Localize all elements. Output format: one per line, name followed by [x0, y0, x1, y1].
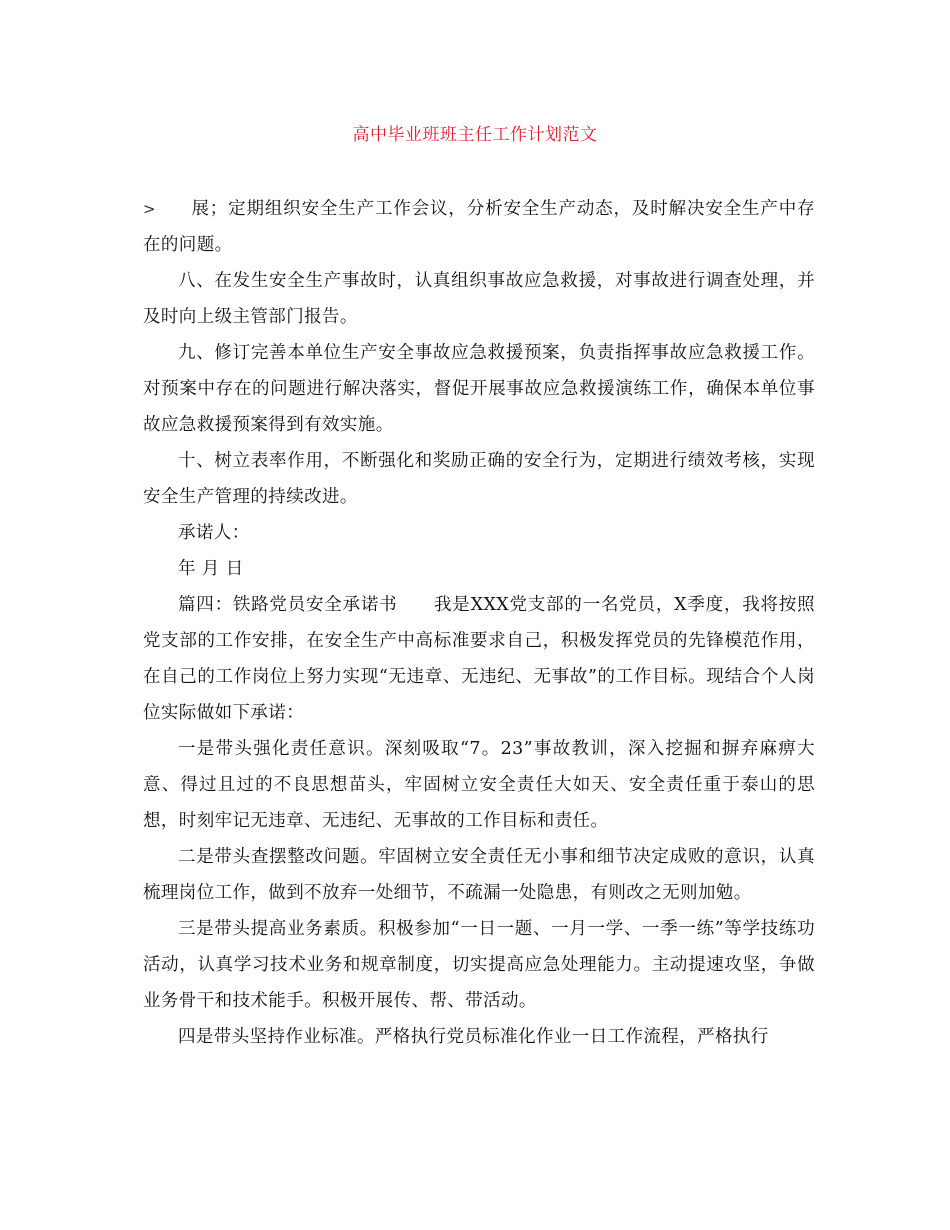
paragraph-continuation: [143, 191, 815, 263]
paragraph-continuation-text: 展；定期组织安全生产工作会议，分析安全生产动态，及时解决安全生产中存在的问题。: [143, 199, 815, 255]
bullet-marker: >: [143, 200, 156, 218]
pledge-item-4: 四是带头坚持作业标准。严格执行党员标准化作业一日工作流程，严格执行: [178, 1027, 769, 1047]
pledge-item-2: 二是带头查摆整改问题。牢固树立安全责任无小事和细节决定成败的意识，认真梳理岗位工作，做到不放弃一处细节，不疏漏一处隐患，有则改之无则加勉。: [143, 847, 815, 903]
date-line: 年 月 日: [178, 559, 244, 579]
paragraph-item-8: 八、在发生安全生产事故时，认真组织事故应急救援，对事故进行调查处理，并及时向上级主管部门报告。: [143, 271, 815, 327]
document-title: 高中毕业班班主任工作计划范文: [352, 125, 598, 145]
paragraph-item-9: 九、修订完善本单位生产安全事故应急救援预案，负责指挥事故应急救援工作。对预案中存在的问题进行解决落实，督促开展事故应急救援演练工作，确保本单位事故应急救援预案得到有效实施。: [143, 343, 815, 435]
section-four-intro: 篇四：铁路党员安全承诺书 我是XXX党支部的一名党员，X季度，我将按照党支部的工作安排，在安全生产中高标准要求自己，积极发挥党员的先锋模范作用，在自己的工作岗位上努力实现“无违章、无违纪、无事故”的工作目标。现结合个人岗位实际做如下承诺：: [143, 595, 815, 723]
pledge-item-3: 三是带头提高业务素质。积极参加“一日一题、一月一学、一季一练”等学技练功活动，认真学习技术业务和规章制度，切实提高应急处理能力。主动提速攻坚，争做业务骨干和技术能手。积极开展传、帮、带活动。: [143, 919, 815, 1011]
signer-label: 承诺人：: [178, 523, 250, 543]
pledge-item-1: 一是带头强化责任意识。深刻吸取“7。23”事故教训，深入挖掘和摒弃麻痹大意、得过且过的不良思想苗头，牢固树立安全责任大如天、安全责任重于泰山的思想，时刻牢记无违章、无违纪、无事故的工作目标和责任。: [143, 739, 815, 831]
document-body: [143, 191, 815, 1055]
paragraph-item-10: 十、树立表率作用，不断强化和奖励正确的安全行为，定期进行绩效考核，实现安全生产管理的持续改进。: [143, 451, 815, 507]
